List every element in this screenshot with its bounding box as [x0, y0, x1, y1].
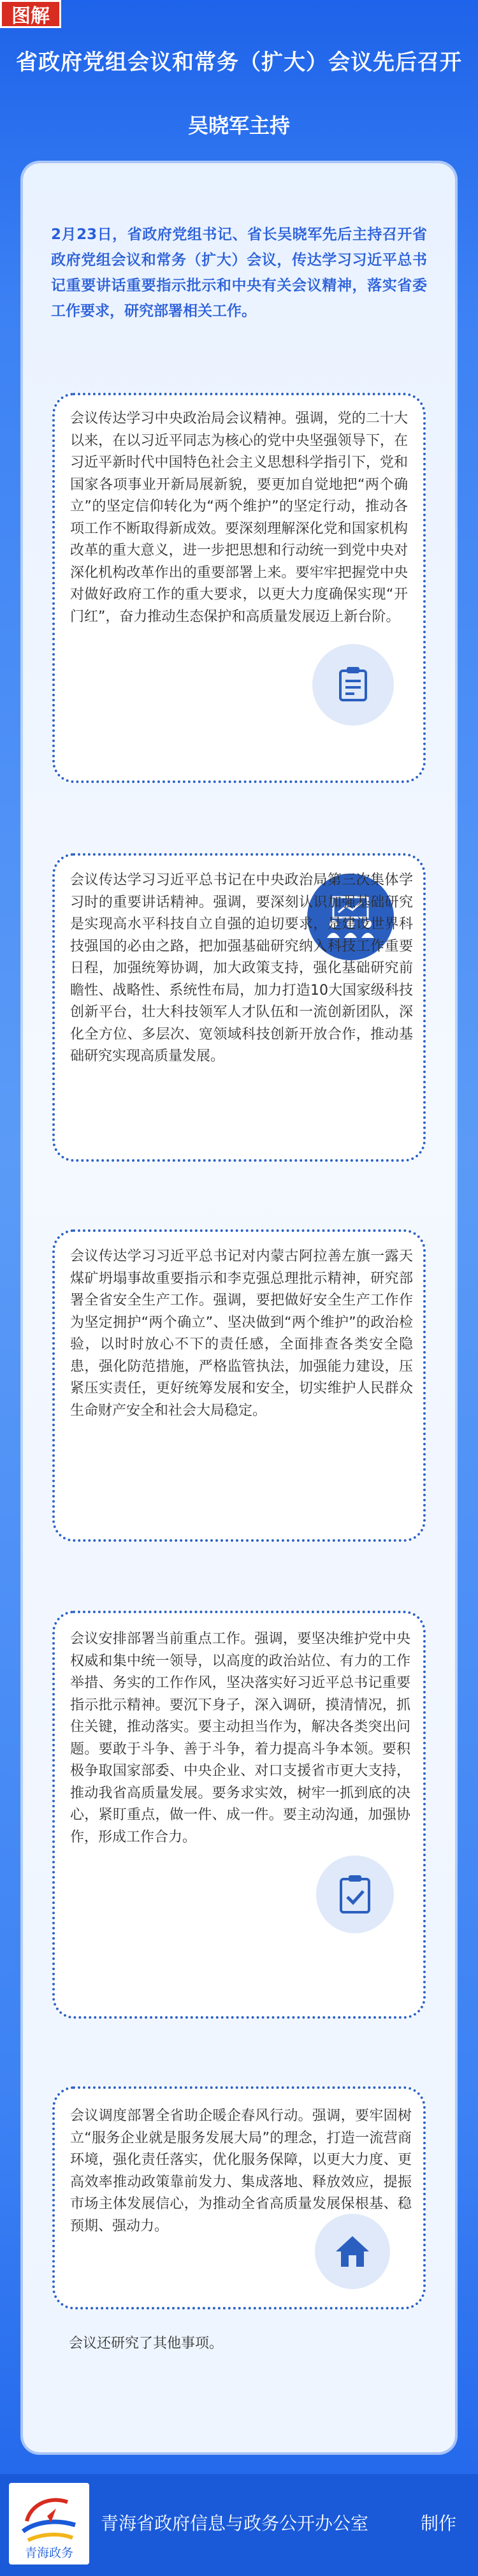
footer-made: 制作 [421, 2513, 457, 2534]
card-politburo-meeting [52, 393, 426, 783]
card-text: 会议调度部署全省助企暖企春风行动。强调，要牢固树立“服务企业就是服务发展大局”的理念，打造一流营商环境，强化责任落实，优化服务保障，以更大力度、更高效率推动政策靠前发力、集成落地、释放效应，提振市场主体发展信心，为推动全省高质量发展保根基、稳预期、强动力。 [70, 2108, 412, 2234]
qinghai-gov-logo [9, 2483, 89, 2565]
intro-paragraph: 2月23日，省政府党组书记、省长吴晓军先后主持召开省政府党组会议和常务（扩大）会议，传达学习习近平总书记重要讲话重要指示批示和中央有关会议精神，落实省委工作要求，研究部署相关工作。 [51, 226, 427, 319]
svg-text:青海政务: 青海政务 [24, 2546, 74, 2560]
home-icon [315, 2214, 390, 2289]
card-enterprise-service [52, 2086, 426, 2309]
card-text: 会议传达学习习近平总书记在中央政治局第三次集体学习时的重要讲话精神。强调，要深刻认识加强基础研究是实现高水平科技自立自强的迫切要求，是建设世界科技强国的必由之路，把加强基础研究纳入科技工作重要日程，加强统筹协调，加大政策支持，强化基础研究前瞻性、战略性、系统性布局，加力打造10大国家级科技创新平台，壮大科技领军人才队伍和一流创新团队，深化全方位、多层次、宽领域科技创新开放合作，推动基础研究实现高质量发展。 [70, 872, 413, 1064]
checklist-icon [316, 1855, 394, 1933]
document-icon [312, 644, 394, 726]
footer-org: 青海省政府信息与政务公开办公室 [101, 2513, 369, 2534]
card-basic-research [52, 853, 426, 1162]
card-text: 会议安排部署当前重点工作。强调，要坚决维护党中央权威和集中统一领导，以高度的政治站位、有力的工作举措、务实的工作作风，坚决落实好习近平总书记重要指示批示精神。要沉下身子，深入调研，摸清情况，抓住关键，推动落实。要主动担当作为，解决各类突出问题。要敢于斗争、善于斗争，着力提高斗争本领。要积极争取国家部委、中央企业、对口支援省市更大支持，推动我省高质量发展。要务求实效，树牢一抓到底的决心，紧盯重点，做一件、成一件。要主动沟通，加强协作，形成工作合力。 [70, 1631, 410, 1845]
card-key-tasks [52, 1611, 426, 2019]
graphic-tag: 图解 [0, 0, 61, 28]
card-text: 会议传达学习中央政治局会议精神。强调，党的二十大以来，在以习近平同志为核心的党中央坚强领导下，在习近平新时代中国特色社会主义思想科学指引下，党和国家各项事业开新局展新貌，要更加自觉地把“两个确立”的坚定信仰转化为“两个维护”的坚定行动，推动各项工作不断取得新成效。要深刻理解深化党和国家机构改革的重大意义，进一步把思想和行动统一到党中央对深化机构改革作出的重要部署上来。要牢牢把握党中央对做好政府工作的重大要求，以更大力度确保实现“开门红”，奋力推动生态保护和高质量发展迈上新台阶。 [70, 411, 408, 625]
page-title: 省政府党组会议和常务（扩大）会议先后召开 [16, 50, 462, 75]
page-subtitle: 吴晓军主持 [187, 113, 290, 138]
closing-text: 会议还研究了其他事项。 [69, 2336, 224, 2352]
card-text: 会议传达学习习近平总书记对内蒙古阿拉善左旗一露天煤矿坍塌事故重要指示和李克强总理批示精神，研究部署全省安全生产工作。强调，要把做好安全生产工作作为坚定拥护“两个确立”、坚决做到“两个维护”的政治检验，以时时放心不下的责任感，全面排查各类安全隐患，强化防范措施，严格监管执法，加强能力建设，压紧压实责任，更好统筹发展和安全，切实维护人民群众生命财产安全和社会大局稳定。 [70, 1248, 413, 1419]
card-safety-production [52, 1229, 426, 1542]
footer [0, 2474, 478, 2576]
